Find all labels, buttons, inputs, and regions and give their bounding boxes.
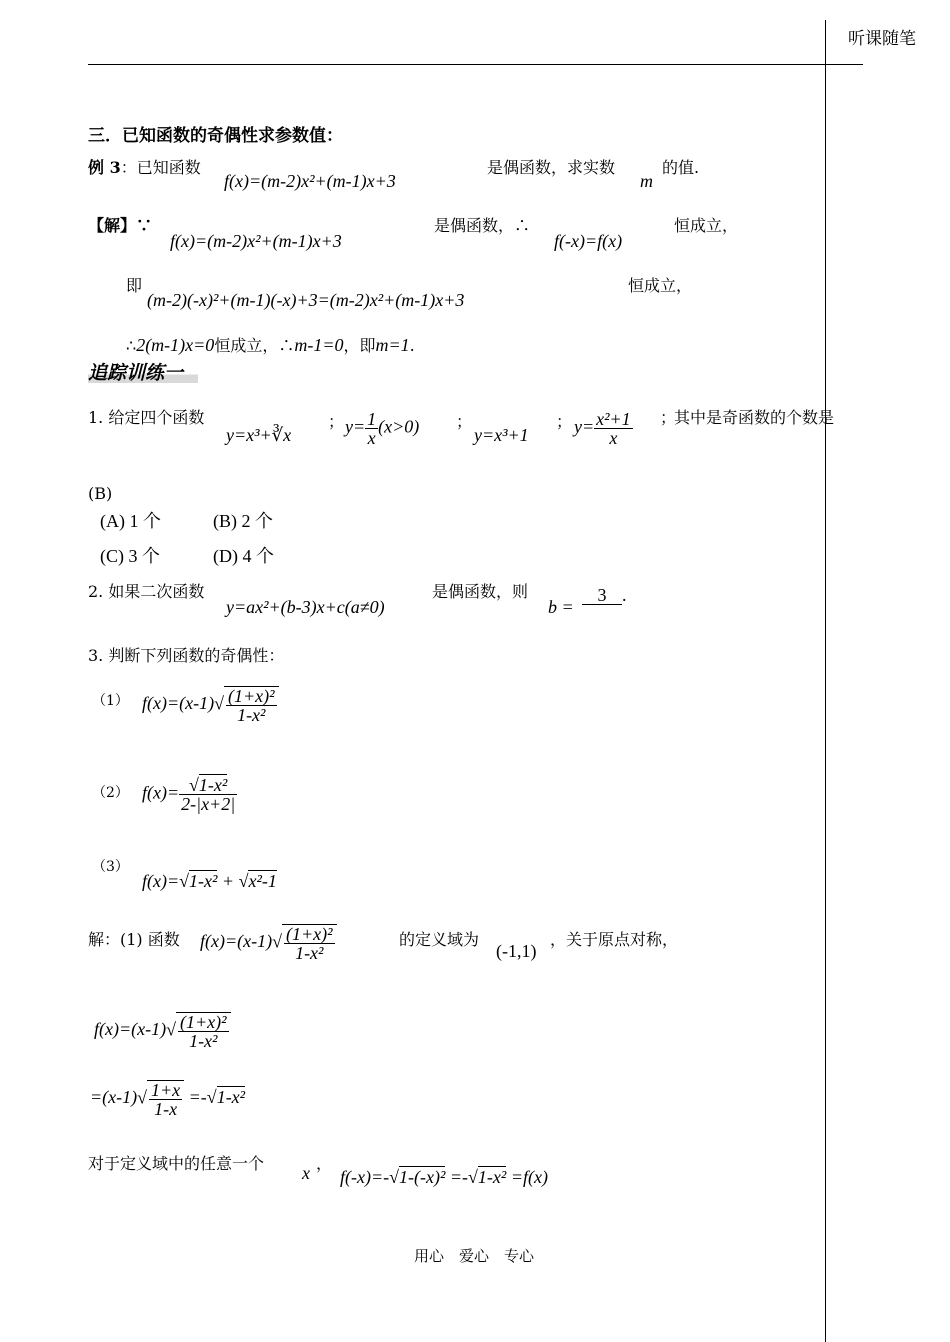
solution-line-3: ∴2(m-1)x=0恒成立，∴m-1=0，即m=1. (126, 335, 415, 355)
option-a: (A) 1 个 (100, 511, 161, 531)
q3-text: 3. 判断下列函数的奇偶性： (88, 646, 285, 665)
option-d: (D) 4 个 (213, 546, 274, 566)
q3-p2-label: （2） (92, 785, 129, 801)
last-formula: f(-x)=-√1-(-x)² =-√1-x² =f(x) (340, 1167, 548, 1187)
q2-b: b = (548, 597, 574, 617)
answer-label: 解：(1) 函数 (88, 930, 180, 949)
q1-f2: y= $\frac{1}{x}$ (x>0) (345, 409, 420, 448)
q2-answer: 3 (582, 586, 622, 605)
q3-p1: f(x)=(x-1)√ $\frac{\text{(1+x)²}}{\text{1-x²}}$ (142, 686, 279, 724)
example-label: 例 3 (88, 158, 121, 177)
header-rule (88, 64, 863, 65)
step-1: f(x)=(x-1)√ $\frac{\text{(1+x)²}}{\text{1-x²}}$ (94, 1012, 231, 1050)
option-b: (B) 2 个 (213, 511, 273, 531)
q1-tail: 其中是奇函数的个数是 (674, 408, 835, 427)
q2-text: 2. 如果二次函数 (88, 582, 205, 601)
footer: 用心 爱心 专心 (414, 1247, 535, 1265)
option-c: (C) 3 个 (100, 546, 160, 566)
q1-answer: (B) (88, 484, 113, 503)
q3-p2: f(x)= $\frac{\text{√1-x²}}{2-|x+2|}$ (142, 775, 236, 814)
q1-f3: y=x³+1 (474, 425, 529, 445)
q2-formula: y=ax²+(b-3)x+c(a≠0) (226, 597, 385, 617)
q1-f1: y=x³+∛x (226, 425, 292, 445)
domain: (-1,1) (496, 941, 537, 961)
solution-formula-1: f(x)=(m-2)x²+(m-1)x+3 (170, 231, 342, 251)
q3-p3: f(x)=√1-x² + √x²-1 (142, 871, 277, 891)
last-text: 对于定义域中的任意一个 (88, 1154, 265, 1173)
section-heading: 三．已知函数的奇偶性求参数值： (88, 126, 343, 146)
answer-f: f(x)=(x-1)√ $\frac{\text{(1+x)²}}{\text{1-x²}}$ (200, 924, 337, 962)
tracking-title: 追踪训练一 (88, 364, 198, 383)
q3-p3-label: （3） (92, 859, 129, 875)
q1-text: 1. 给定四个函数 (88, 408, 205, 427)
step-2: =(x-1)√ $\frac{1+x}{1-x}$ =-√1-x² (90, 1080, 246, 1119)
q3-p1-label: （1） (92, 693, 129, 709)
solution-formula-3: (m-2)(-x)²+(m-1)(-x)+3=(m-2)x²+(m-1)x+3 (147, 290, 465, 310)
solution-label: 【解】∵ (88, 216, 153, 235)
margin-rule (825, 20, 826, 1342)
note-label: 听课随笔 (848, 29, 916, 49)
example-3: 例 3：已知函数 (88, 158, 201, 177)
example-var: m (640, 171, 653, 191)
q1-f4: y= $\frac{\text{x²+1}}{x}$ (574, 409, 631, 448)
example-formula: f(x)=(m-2)x²+(m-1)x+3 (224, 171, 396, 191)
solution-formula-2: f(-x)=f(x) (554, 231, 623, 251)
